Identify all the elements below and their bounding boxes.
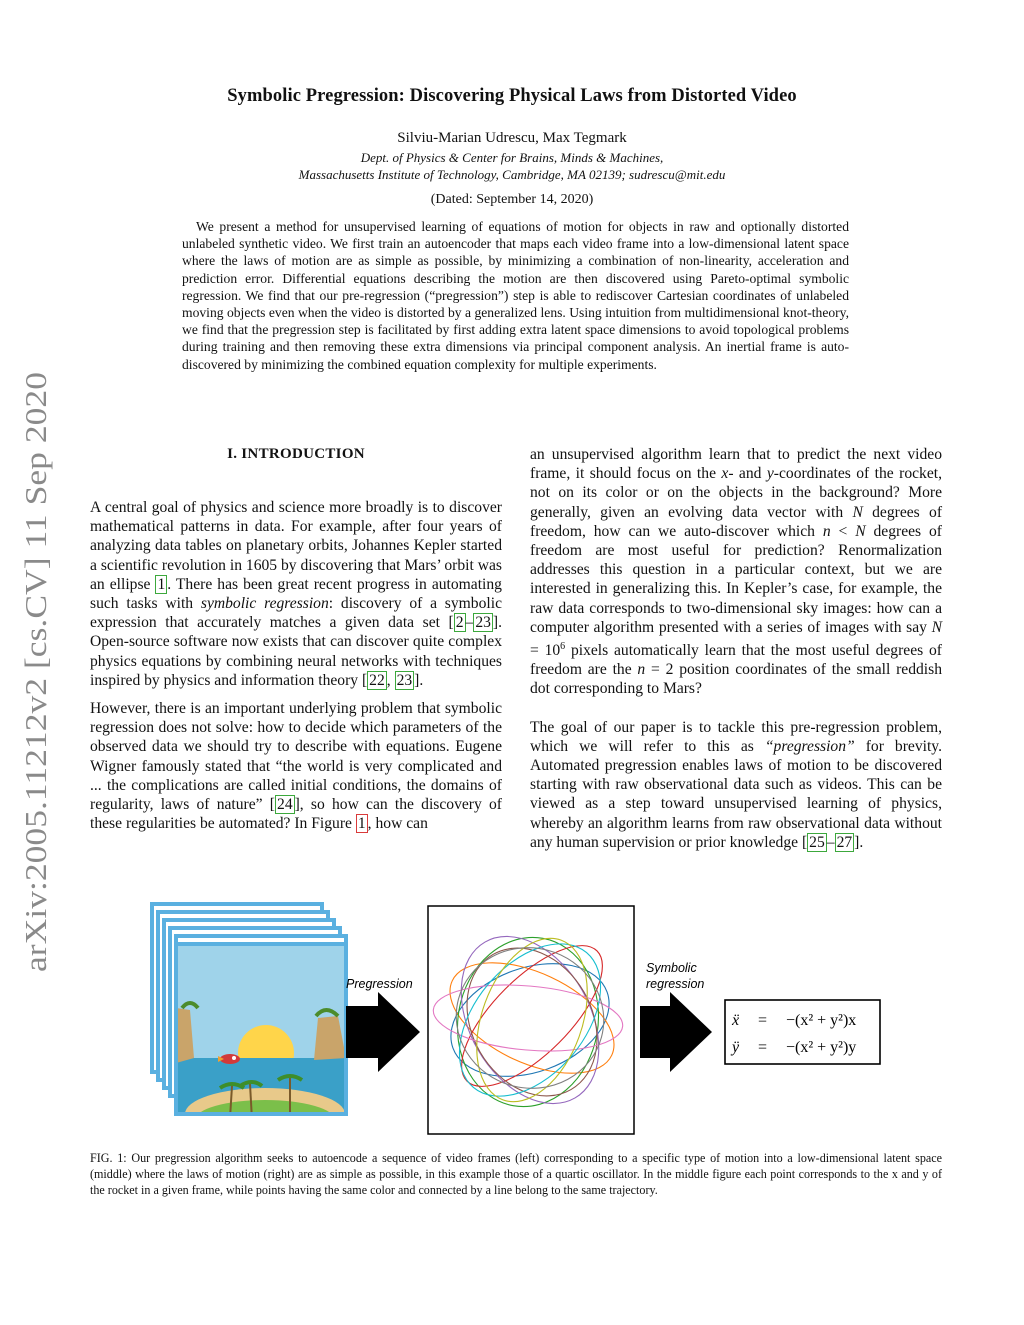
equation-2-lhs: ÿ	[732, 1039, 740, 1056]
citation-link[interactable]: 1	[157, 575, 166, 593]
equation-1-rhs: −(x² + y²)x	[786, 1012, 857, 1029]
equation-2-equals: =	[758, 1039, 768, 1056]
citation-link[interactable]: 25	[809, 833, 825, 851]
latent-space-plot	[428, 906, 634, 1134]
citation-link[interactable]: 24	[277, 796, 293, 814]
intro-paragraph-3: an unsupervised algorithm learn that to predict the next video frame, it should focus on the x- and y-coordinates of the rocket, not on its color or on the objects in the background? More generally, given an evolving data vector with N degrees of freedom, how can we auto-discover which n < N degrees of freedom are most useful for prediction? Renormalization addresses this question in a particular context, but we are interested in generalizing this. In Kepler’s case, for example, the raw data corresponds to two-dimensional sky images: how can a computer algorithm presented with a series of images with say $N = 10^6$ pixels automatically learn that the most useful degrees of freedom are the n = 2 position coordinates of the small reddish dot corresponding to Mars?	[530, 446, 943, 698]
arrow-icon	[640, 992, 712, 1072]
intro-paragraph-4: The goal of our paper is to tackle this pre-regression problem, which we will refer to this as “pregression” for brevity. Automated pregression enables laws of motion to be discovered starting with raw observational data such as videos. This can be viewed as a step toward unsupervised learning of physics, whereby an algorithm learns from raw observational data without any human supervision or prior knowledge [ 25 – 27 ].	[530, 718, 942, 851]
figure-caption: FIG. 1: Our pregression algorithm seeks to autoencode a sequence of video frames (left) corresponding to a specific type of motion into a low-dimensional latent space (middle) where the laws of motion (right) are as simple as possible, in this example those of a quartic oscillator. In the middle figure each point corresponds to the x and y of the rocket in a given frame, while points having the same color and connected by a line belong to the same trajectory.	[90, 1151, 942, 1197]
dated: (Dated: September 14, 2020)	[430, 192, 594, 207]
figure-1	[140, 898, 900, 1143]
citation-link[interactable]: 23	[396, 671, 413, 689]
intro-paragraph-2: However, there is an important underlying problem that symbolic regression does not solve: how to decide which parameters of the observed data we should try to describe with equations. Eugene Wigner famously stated that “the world is very complicated and ... the complications are called initial conditions, the domains of regularity, laws of nature” [ 24 ], so how can the discovery of these regularities be automated? In Figure 1 , how can	[90, 700, 502, 833]
citation-link[interactable]: 2	[455, 614, 464, 632]
equation-2-rhs: −(x² + y²)y	[786, 1039, 857, 1056]
column-right	[530, 445, 942, 852]
equation-1-lhs: ẍ	[732, 1012, 740, 1029]
video-frame-image	[176, 944, 346, 1140]
equation-box	[725, 1000, 880, 1064]
arrow-icon	[346, 992, 420, 1072]
citation-link[interactable]: 22	[369, 671, 385, 689]
pregression-label: Pregression	[346, 977, 413, 991]
arxiv-id: arXiv:2005.11212v2 [cs.CV] 11 Sep 2020	[18, 449, 53, 972]
citation-link[interactable]: 23	[475, 614, 491, 632]
citation-link[interactable]: 27	[836, 833, 853, 851]
intro-paragraph-1: A central goal of physics and science more broadly is to discover mathematical patterns in data. For example, after four years of analyzing data tables on planetary orbits, Johannes Kepler started a scientific revolution in 1605 by discovering that Mars’ orbit was an ellipse 1 . There has been great recent progress in automating such tasks with symbolic regression: discovery of a symbolic expression that accurately matches a given data set [ 2 – 23 ]. Open-source software now exists that can discover quite complex physics equations by combining neural networks with techniques inspired by physics and information theory [ 22 , 23 ].	[90, 499, 502, 689]
section-heading: I. INTRODUCTION	[227, 446, 365, 462]
regression-label: regression	[646, 977, 705, 991]
figure-link[interactable]: 1	[357, 815, 366, 833]
authors: Silviu-Marian Udrescu, Max Tegmark	[397, 130, 627, 146]
arxiv-side-stamp	[8, 360, 58, 980]
paper-title: Symbolic Pregression: Discovering Physical Laws from Distorted Video	[227, 86, 797, 106]
affiliation-line-1: Dept. of Physics & Center for Brains, Minds & Machines,	[360, 150, 664, 165]
equation-1-equals: =	[758, 1012, 768, 1029]
column-left	[90, 498, 502, 833]
symbolic-label: Symbolic	[646, 961, 697, 975]
affiliation-line-2: Massachusetts Institute of Technology, Cambridge, MA 02139; sudrescu@mit.edu	[298, 167, 726, 182]
abstract: We present a method for unsupervised learning of equations of motion for objects in raw and optionally distorted unlabeled synthetic video. We first train an autoencoder that maps each video frame into a low-dimensional latent space where the laws of motion are as simple as possible, by minimizing a combination of non-linearity, acceleration and prediction error. Differential equations describing the motion are then discovered using Pareto-optimal symbolic regression. We find that our pre-regression (“pregression”) step is able to rediscover Cartesian coordinates of unlabeled moving objects even when the video is distorted by a generalized lens. Using intuition from multidimensional knot-theory, we find that the pregression step is facilitated by first adding extra latent space dimensions to avoid topological problems during training and then removing these extra dimensions via principal component analysis. An inertial frame is auto-discovered by minimizing the combined equation complexity for multiple experiments.	[182, 219, 849, 372]
